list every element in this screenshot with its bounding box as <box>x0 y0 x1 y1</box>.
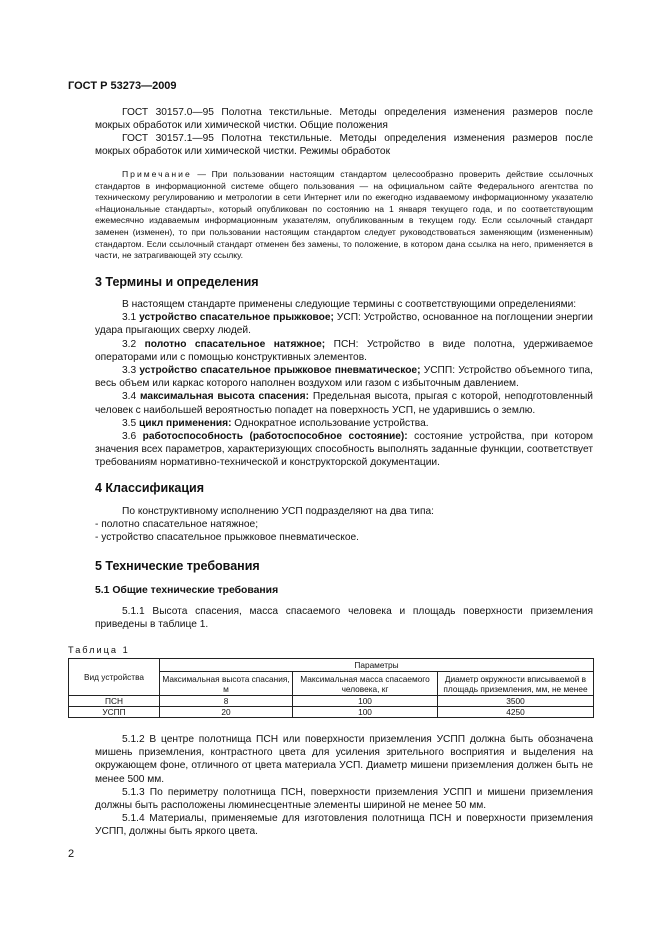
paragraph-5-1-4: 5.1.4 Материалы, применяемые для изготовления полотнища ПСН и поверхности приземления УСПП, должны быть яркого цвета. <box>95 813 593 838</box>
table-header-device: Вид устройства <box>69 659 160 696</box>
page-number: 2 <box>68 848 75 860</box>
paragraph-5-1-1: 5.1.1 Высота спасения, масса спасаемого человека и площадь поверхности приземления приведены в таблице 1. <box>95 606 593 631</box>
term-item: 3.5 цикл применения: Однократное использование устройства. <box>122 417 429 429</box>
subsection-5-1-title: 5.1 Общие технические требования <box>95 585 279 596</box>
table-header-col: Максимальная высота спасания, м <box>160 672 293 696</box>
table-caption: Таблица 1 <box>68 645 130 655</box>
term-item: 3.1 устройство спасательное прыжковое; УСП: Устройство, основанное на поглощении энергии удара прыгающих сверху людей. <box>95 312 593 337</box>
term-item: 3.6 работоспособность (работоспособное состояние): состояние устройства, при котором значения всех параметров, характеризующих способность выполнять заданные функции, соответствует требованиям нормативно-технической и конструкторской документации. <box>95 431 593 469</box>
terms-block <box>95 298 593 470</box>
paragraph-5-1-2: 5.1.2 В центре полотнища ПСН или поверхности приземления УСПП должна быть обозначена мишень приземления, контрастного цвета для усиления зрительного восприятия и выделения на окружающем фоне, отличного от цвета материала УСП. Диаметр мишени приземления должен быть не менее 500 мм. <box>95 734 593 785</box>
classification-block <box>95 505 593 545</box>
section-3-title: 3 Термины и определения <box>95 275 259 289</box>
table-header-col: Диаметр окружности вписываемой в площадь приземления, мм, не менее <box>438 672 594 696</box>
classification-item: - полотно спасательное натяжное; <box>95 519 259 531</box>
terms-intro: В настоящем стандарте применены следующие термины с соответствующими определениями: <box>122 299 577 310</box>
parameters-table <box>68 658 594 718</box>
reference-item: ГОСТ 30157.0—95 Полотна текстильные. Методы определения изменения размеров после мокрых обработок или химической чистки. Общие положения <box>95 107 593 131</box>
document-header: ГОСТ Р 53273—2009 <box>68 80 177 92</box>
table-row: УСПП 20 100 4250 <box>69 707 594 718</box>
references-block <box>95 106 593 158</box>
note-block <box>95 169 593 262</box>
note-paragraph <box>95 169 593 262</box>
section-5-title: 5 Технические требования <box>95 559 260 573</box>
table-row: ПСН 8 100 3500 <box>69 696 594 707</box>
paragraph-5-1-3: 5.1.3 По периметру полотнища ПСН, поверхности приземления УСПП и мишени приземления должны быть расположены люминесцентные элементы шириной не менее 50 мм. <box>95 786 593 812</box>
term-item: 3.2 полотно спасательное натяжное; ПСН: Устройство в виде полотна, удерживаемое операторами или с помощью конструктивных элементов. <box>95 338 593 363</box>
classification-item: - устройство спасательное прыжковое пневматическое. <box>95 532 359 544</box>
term-item: 3.4 максимальная высота спасения: Предельная высота, прыгая с которой, неподготовленный человек с наибольшей вероятностью попадет на поверхность УСП, не ударившись о землю. <box>95 391 593 416</box>
note-label: Примечание <box>122 169 192 179</box>
section-4-title: 4 Классификация <box>95 481 205 495</box>
term-item: 3.3 устройство спасательное прыжковое пневматическое; УСПП: Устройство объемного типа, весь объем или каркас которого наполнен воздухом или газом с избыточным давлением. <box>95 365 593 390</box>
table-header-group: Параметры <box>160 659 594 672</box>
classification-intro: По конструктивному исполнению УСП подразделяют на два типа: <box>122 506 434 517</box>
requirements-block <box>95 733 593 839</box>
table-header-col: Максимальная масса спасаемого человека, кг <box>293 672 438 696</box>
reference-item: ГОСТ 30157.1—95 Полотна текстильные. Методы определения изменения размеров после мокрых обработок или химической чистки. Режимы обработок <box>95 133 593 157</box>
note-text: — При пользовании настоящим стандартом целесообразно проверить действие ссылочных стандартов в информационной системе общего пользования — на официальном сайте Федерального агентства по техническому регулированию и метрологии в сети Интернет или по ежегодно издаваемому информационному указателю «Национальные стандарты», который опубликован по состоянию на 1 января текущего года, и по соответствующим ежемесячно издаваемым информационным указателям, опубликованным в текущем году. Если ссылочный стандарт заменен (изменен), то при пользовании настоящим стандартом следует руководствоваться заменяющим (измененным) стандартом. Если ссылочный стандарт отменен без замены, то положение, в котором дана ссылка на него, применяется в части, не затрагивающей эту ссылку. <box>95 169 593 261</box>
